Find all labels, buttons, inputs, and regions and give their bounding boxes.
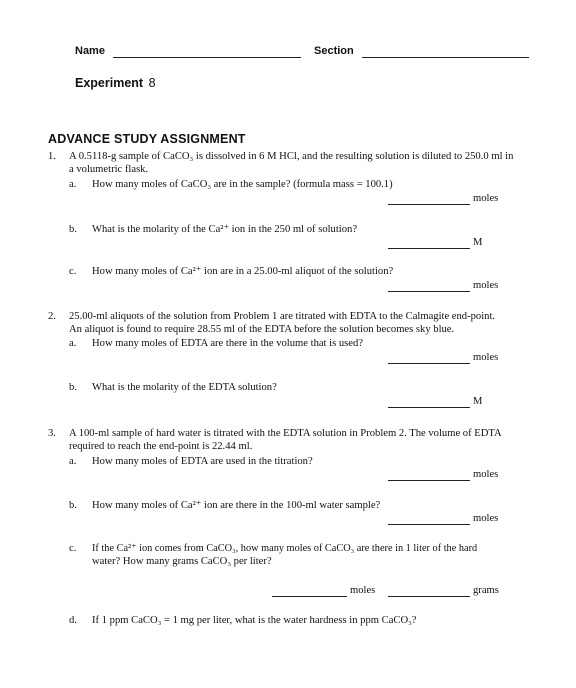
problem-2b-question: What is the molarity of the EDTA solution? <box>92 382 277 393</box>
problem-3a-letter: a. <box>69 456 77 467</box>
answer-3c-moles-blank[interactable] <box>272 596 347 597</box>
problem-3c-question-line2: water? How many grams CaCO₃ per liter? <box>92 556 272 567</box>
problem-1a-letter: a. <box>69 179 77 190</box>
answer-3c-grams-blank[interactable] <box>388 596 470 597</box>
answer-3a-unit: moles <box>473 469 499 480</box>
name-blank[interactable] <box>113 57 301 58</box>
answer-2a-blank[interactable] <box>388 363 470 364</box>
problem-1-text-line2: a volumetric flask. <box>69 164 149 175</box>
answer-1a-blank[interactable] <box>388 204 470 205</box>
answer-2b-blank[interactable] <box>388 407 470 408</box>
problem-2b-letter: b. <box>69 382 77 393</box>
problem-3d-question: If 1 ppm CaCO₃ = 1 mg per liter, what is the water hardness in ppm CaCO₃? <box>92 615 417 626</box>
answer-2a-unit: moles <box>473 352 499 363</box>
assignment-title: ADVANCE STUDY ASSIGNMENT <box>48 132 246 146</box>
answer-1c-blank[interactable] <box>388 291 470 292</box>
problem-3d-letter: d. <box>69 615 77 626</box>
name-label: Name <box>75 45 105 57</box>
problem-3c-question-line1: If the Ca²⁺ ion comes from CaCO₃, how many moles of CaCO₃ are there in 1 liter of the hard <box>92 543 478 554</box>
answer-3c-moles-unit: moles <box>350 585 376 596</box>
answer-3b-blank[interactable] <box>388 524 470 525</box>
problem-3c-letter: c. <box>69 543 77 554</box>
answer-1c-unit: moles <box>473 280 499 291</box>
problem-3-text-line2: required to reach the end-point is 22.44 ml. <box>69 441 253 452</box>
experiment-number: 8 <box>148 76 156 90</box>
problem-2-number: 2. <box>48 311 56 322</box>
answer-3c-grams-unit: grams <box>473 585 499 596</box>
answer-2b-unit: M <box>473 396 483 407</box>
problem-1c-letter: c. <box>69 266 77 277</box>
problem-2-text-line1: 25.00-ml aliquots of the solution from Problem 1 are titrated with EDTA to the Calmagite end-point. <box>69 311 496 322</box>
problem-2-text-line2: An aliquot is found to require 28.55 ml of the EDTA before the solution becomes sky blue. <box>69 324 455 335</box>
problem-1b-question: What is the molarity of the Ca²⁺ ion in the 250 ml of solution? <box>92 224 358 235</box>
problem-1c-question: How many moles of Ca²⁺ ion are in a 25.00-ml aliquot of the solution? <box>92 266 394 277</box>
problem-1a-question: How many moles of CaCO₃ are in the sample? (formula mass = 100.1) <box>92 179 393 190</box>
experiment-label <box>75 76 156 90</box>
problem-3-text-line1: A 100-ml sample of hard water is titrated with the EDTA solution in Problem 2. The volume of EDTA <box>69 428 502 439</box>
problem-2a-question: How many moles of EDTA are there in the volume that is used? <box>92 338 363 349</box>
problem-1-text-line1: A 0.5118-g sample of CaCO₃ is dissolved in 6 M HCl, and the resulting solution is diluted to 250.0 ml in <box>69 151 514 162</box>
problem-3b-question: How many moles of Ca²⁺ ion are there in the 100-ml water sample? <box>92 500 381 511</box>
section-label: Section <box>314 45 354 57</box>
problem-3a-question: How many moles of EDTA are used in the titration? <box>92 456 313 467</box>
section-blank[interactable] <box>362 57 529 58</box>
problem-3-number: 3. <box>48 428 56 439</box>
problem-3b-letter: b. <box>69 500 77 511</box>
experiment-label-text: Experiment <box>75 76 144 90</box>
answer-1b-unit: M <box>473 237 483 248</box>
answer-1b-blank[interactable] <box>388 248 470 249</box>
answer-3b-unit: moles <box>473 513 499 524</box>
problem-1-number: 1. <box>48 151 56 162</box>
problem-1b-letter: b. <box>69 224 77 235</box>
answer-3a-blank[interactable] <box>388 480 470 481</box>
problem-2a-letter: a. <box>69 338 77 349</box>
answer-1a-unit: moles <box>473 193 499 204</box>
